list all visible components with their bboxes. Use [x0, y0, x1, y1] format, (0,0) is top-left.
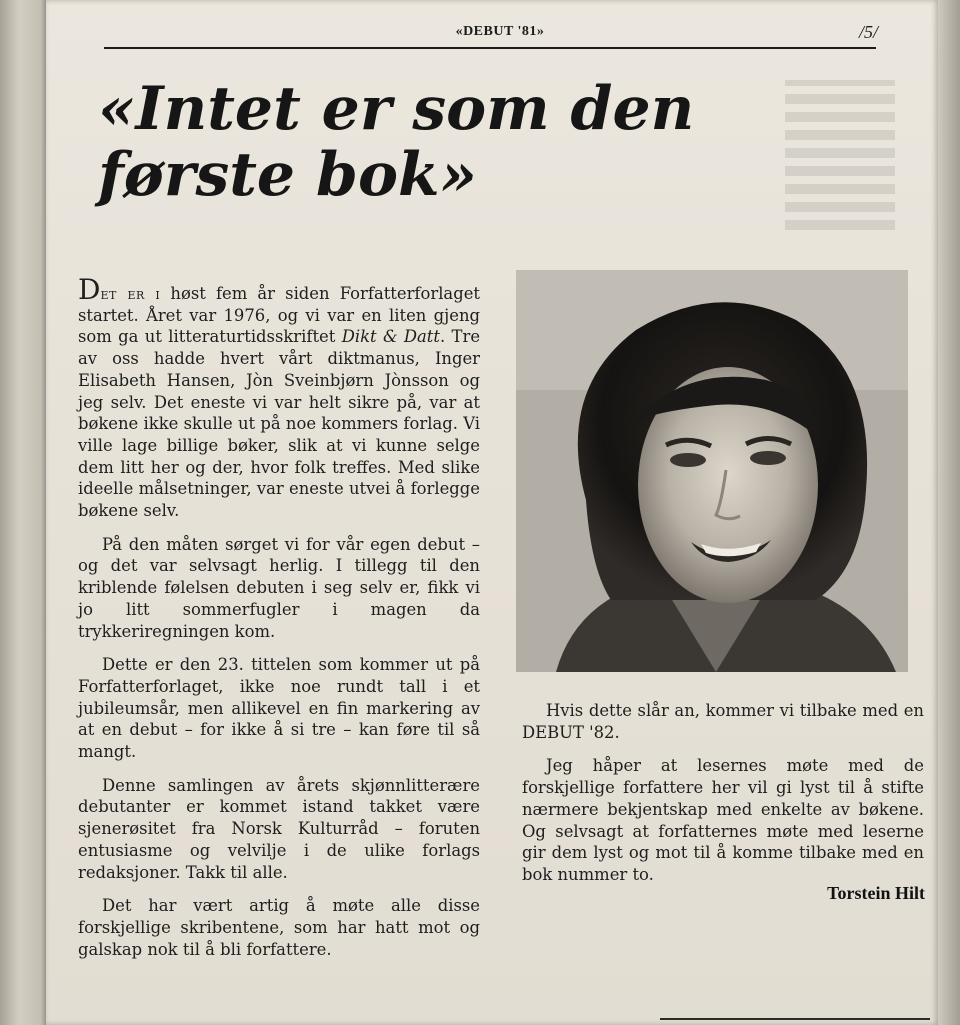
author-portrait-photo [516, 270, 908, 672]
headline-line-2: første bok» [98, 140, 478, 210]
headline [98, 76, 738, 208]
headline-line-1: «Intet er som den [98, 74, 695, 144]
opening-small-caps: et er i [100, 284, 161, 303]
article-left-column [78, 273, 481, 972]
paragraph-1-text-a: høst fem år siden Forfatterforlaget startet. Året var 1976, og vi var en liten gjeng som ga ut litteraturtidsskriftet [78, 284, 480, 347]
paragraph-2: På den måten sørget vi for vår egen debut – og det var selvsagt herlig. I tillegg til den kriblende følelsen debuten i seg selv er, fikk vi jo litt sommerfugler i magen da trykkeriregningen kom. [78, 534, 480, 641]
article-right-column [522, 700, 924, 898]
journal-title: Dikt & Datt [341, 327, 440, 347]
previous-page-edge [0, 0, 48, 1025]
next-page-edge [938, 0, 960, 1025]
header-rule [104, 47, 876, 49]
page-number: /5/ [858, 22, 878, 42]
running-title: «DEBUT '81» [455, 24, 545, 39]
paragraph-6: Hvis dette slår an, kommer vi tilbake med en DEBUT '82. [522, 701, 924, 742]
portrait-illustration [516, 270, 908, 672]
show-through-print [785, 80, 895, 230]
bottom-rule [660, 1018, 930, 1020]
paragraph-7: Jeg håper at lesernes møte med de forskjellige forfattere her vil gi lyst til å stifte nærmere bekjentskap med enkelte av bøkene. Og selvsagt at forfatternes møte med leserne gir dem lyst og mot til å komme tilbake med en bok nummer to. [522, 756, 924, 884]
author-signature: Torstein Hilt [827, 883, 925, 903]
paragraph-1-text-b: . Tre av oss hadde hvert vårt diktmanus, Inger Elisabeth Hansen, Jòn Sveinbjørn Jònsson og jeg selv. Det eneste vi var helt sikre på, var at bøkene ikke skulle ut på noe kommers forlag. Vi ville lage billige bøker, slik at vi kunne selge dem litt her og der, hvor folk treffes. Med slike ideelle målsetninger, var eneste utvei å forlegge bøkene selv. [78, 327, 481, 521]
paragraph-1 [78, 273, 481, 522]
paragraph-4: Denne samlingen av årets skjønnlitterære debutanter er kommet istand takket være sjenerøsitet fra Norsk Kulturråd – foruten entusiasme og velvilje i de ulike forlags redaksjoner. Takk til alle. [78, 775, 480, 882]
drop-cap: D [78, 273, 101, 306]
paragraph-3: Dette er den 23. tittelen som kommer ut på Forfatterforlaget, ikke noe rundt tall i et jubileumsår, men allikevel en fin markering av at en debut – for ikke å si tre – kan føre til så mangt. [78, 655, 480, 762]
paragraph-5: Det har vært artig å møte alle disse forskjellige skribentene, som har hatt mot og galskap nok til å bli forfattere. [78, 896, 480, 959]
